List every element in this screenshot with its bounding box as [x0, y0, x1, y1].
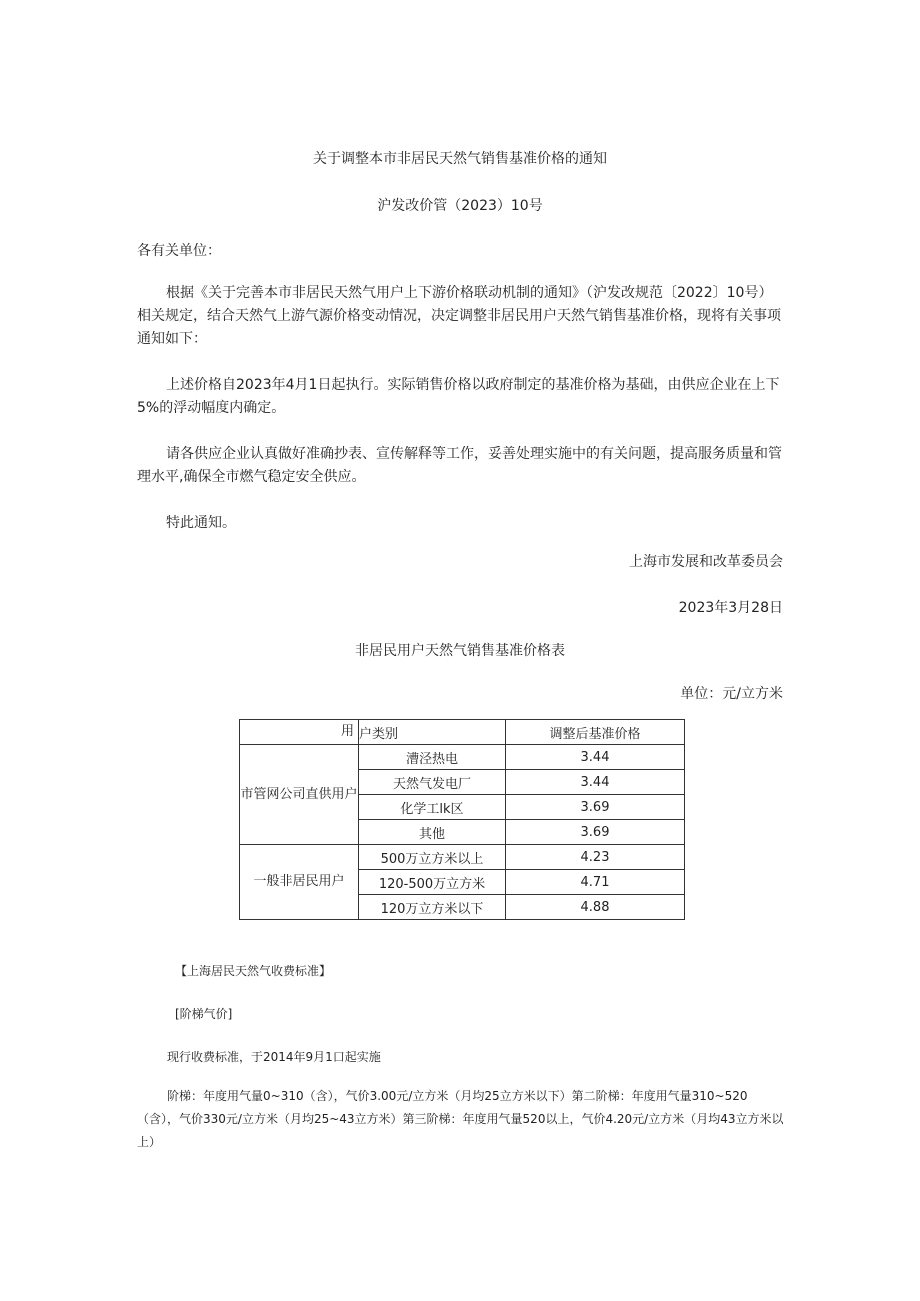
- header-cell-left: 用: [240, 720, 359, 745]
- salutation: 各有关单位：: [137, 243, 221, 259]
- price-cell: 4.71: [506, 870, 685, 895]
- category-cell: 其他: [359, 820, 506, 845]
- category-cell: 化学工lk区: [359, 795, 506, 820]
- table-title: 非居民用户天然气销售基准价格表: [355, 643, 565, 659]
- issuer: 上海市发展和改革委员会: [629, 554, 783, 570]
- price-cell: 4.23: [506, 845, 685, 870]
- residential-tiers: 阶梯：年度用气量0~310（含），气价3.00元/立方米（月均25立方米以下）第二阶梯：年度用气量310~520（含），气价330元/立方米（月均25~43立方米）第三阶梯：年度用气量520以上，气价4.20元/立方米（月均43立方米以上）: [137, 1089, 784, 1149]
- header-cell-category: 户类别: [359, 720, 506, 745]
- notice-title: 关于调整本市非居民天然气销售基准价格的通知: [313, 151, 607, 167]
- price-cell: 3.69: [506, 795, 685, 820]
- residential-subheading: [阶梯气价]: [175, 1007, 233, 1021]
- price-cell: 4.88: [506, 895, 685, 920]
- price-cell: 3.44: [506, 770, 685, 795]
- table-row: [240, 845, 685, 870]
- doc-number: 沪发改价管（2023）10号: [377, 198, 543, 214]
- group-name-cell: 市管网公司直供用户: [240, 745, 359, 845]
- category-cell: 500万立方米以上: [359, 845, 506, 870]
- issue-date: 2023年3月28日: [678, 600, 783, 616]
- category-cell: 天然气发电厂: [359, 770, 506, 795]
- category-cell: 120-500万立方米: [359, 870, 506, 895]
- paragraph-basis: 根据《关于完善本市非居民天然气用户上下游价格联动机制的通知》（沪发改规范〔2022〕10号）相关规定，结合天然气上游气源价格变动情况，决定调整非居民用户天然气销售基准价格，现将有关事项通知如下：: [137, 285, 781, 347]
- price-cell: 3.69: [506, 820, 685, 845]
- paragraph-requirements: 请各供应企业认真做好准确抄表、宣传解释等工作，妥善处理实施中的有关问题，提高服务质量和管理水平,确保全市燃气稳定安全供应。: [137, 446, 782, 485]
- table-unit: 单位：元/立方米: [680, 686, 783, 702]
- residential-effective: 现行收费标准，于2014年9月1口起实施: [167, 1050, 381, 1064]
- residential-heading: 【上海居民天然气收费标准】: [175, 964, 332, 978]
- price-cell: 3.44: [506, 745, 685, 770]
- header-cell-price: 调整后基准价格: [506, 720, 685, 745]
- group-name-cell: 一般非居民用户: [240, 845, 359, 920]
- table-row: [240, 745, 685, 770]
- paragraph-closing: 特此通知。: [166, 515, 236, 531]
- category-cell: 漕泾热电: [359, 745, 506, 770]
- category-cell: 120万立方米以下: [359, 895, 506, 920]
- paragraph-effective-date: 上述价格自2023年4月1日起执行。实际销售价格以政府制定的基准价格为基础，由供应企业在上下5%的浮动幅度内确定。: [137, 377, 780, 416]
- table-header-row: [240, 720, 685, 745]
- price-table: [239, 719, 685, 920]
